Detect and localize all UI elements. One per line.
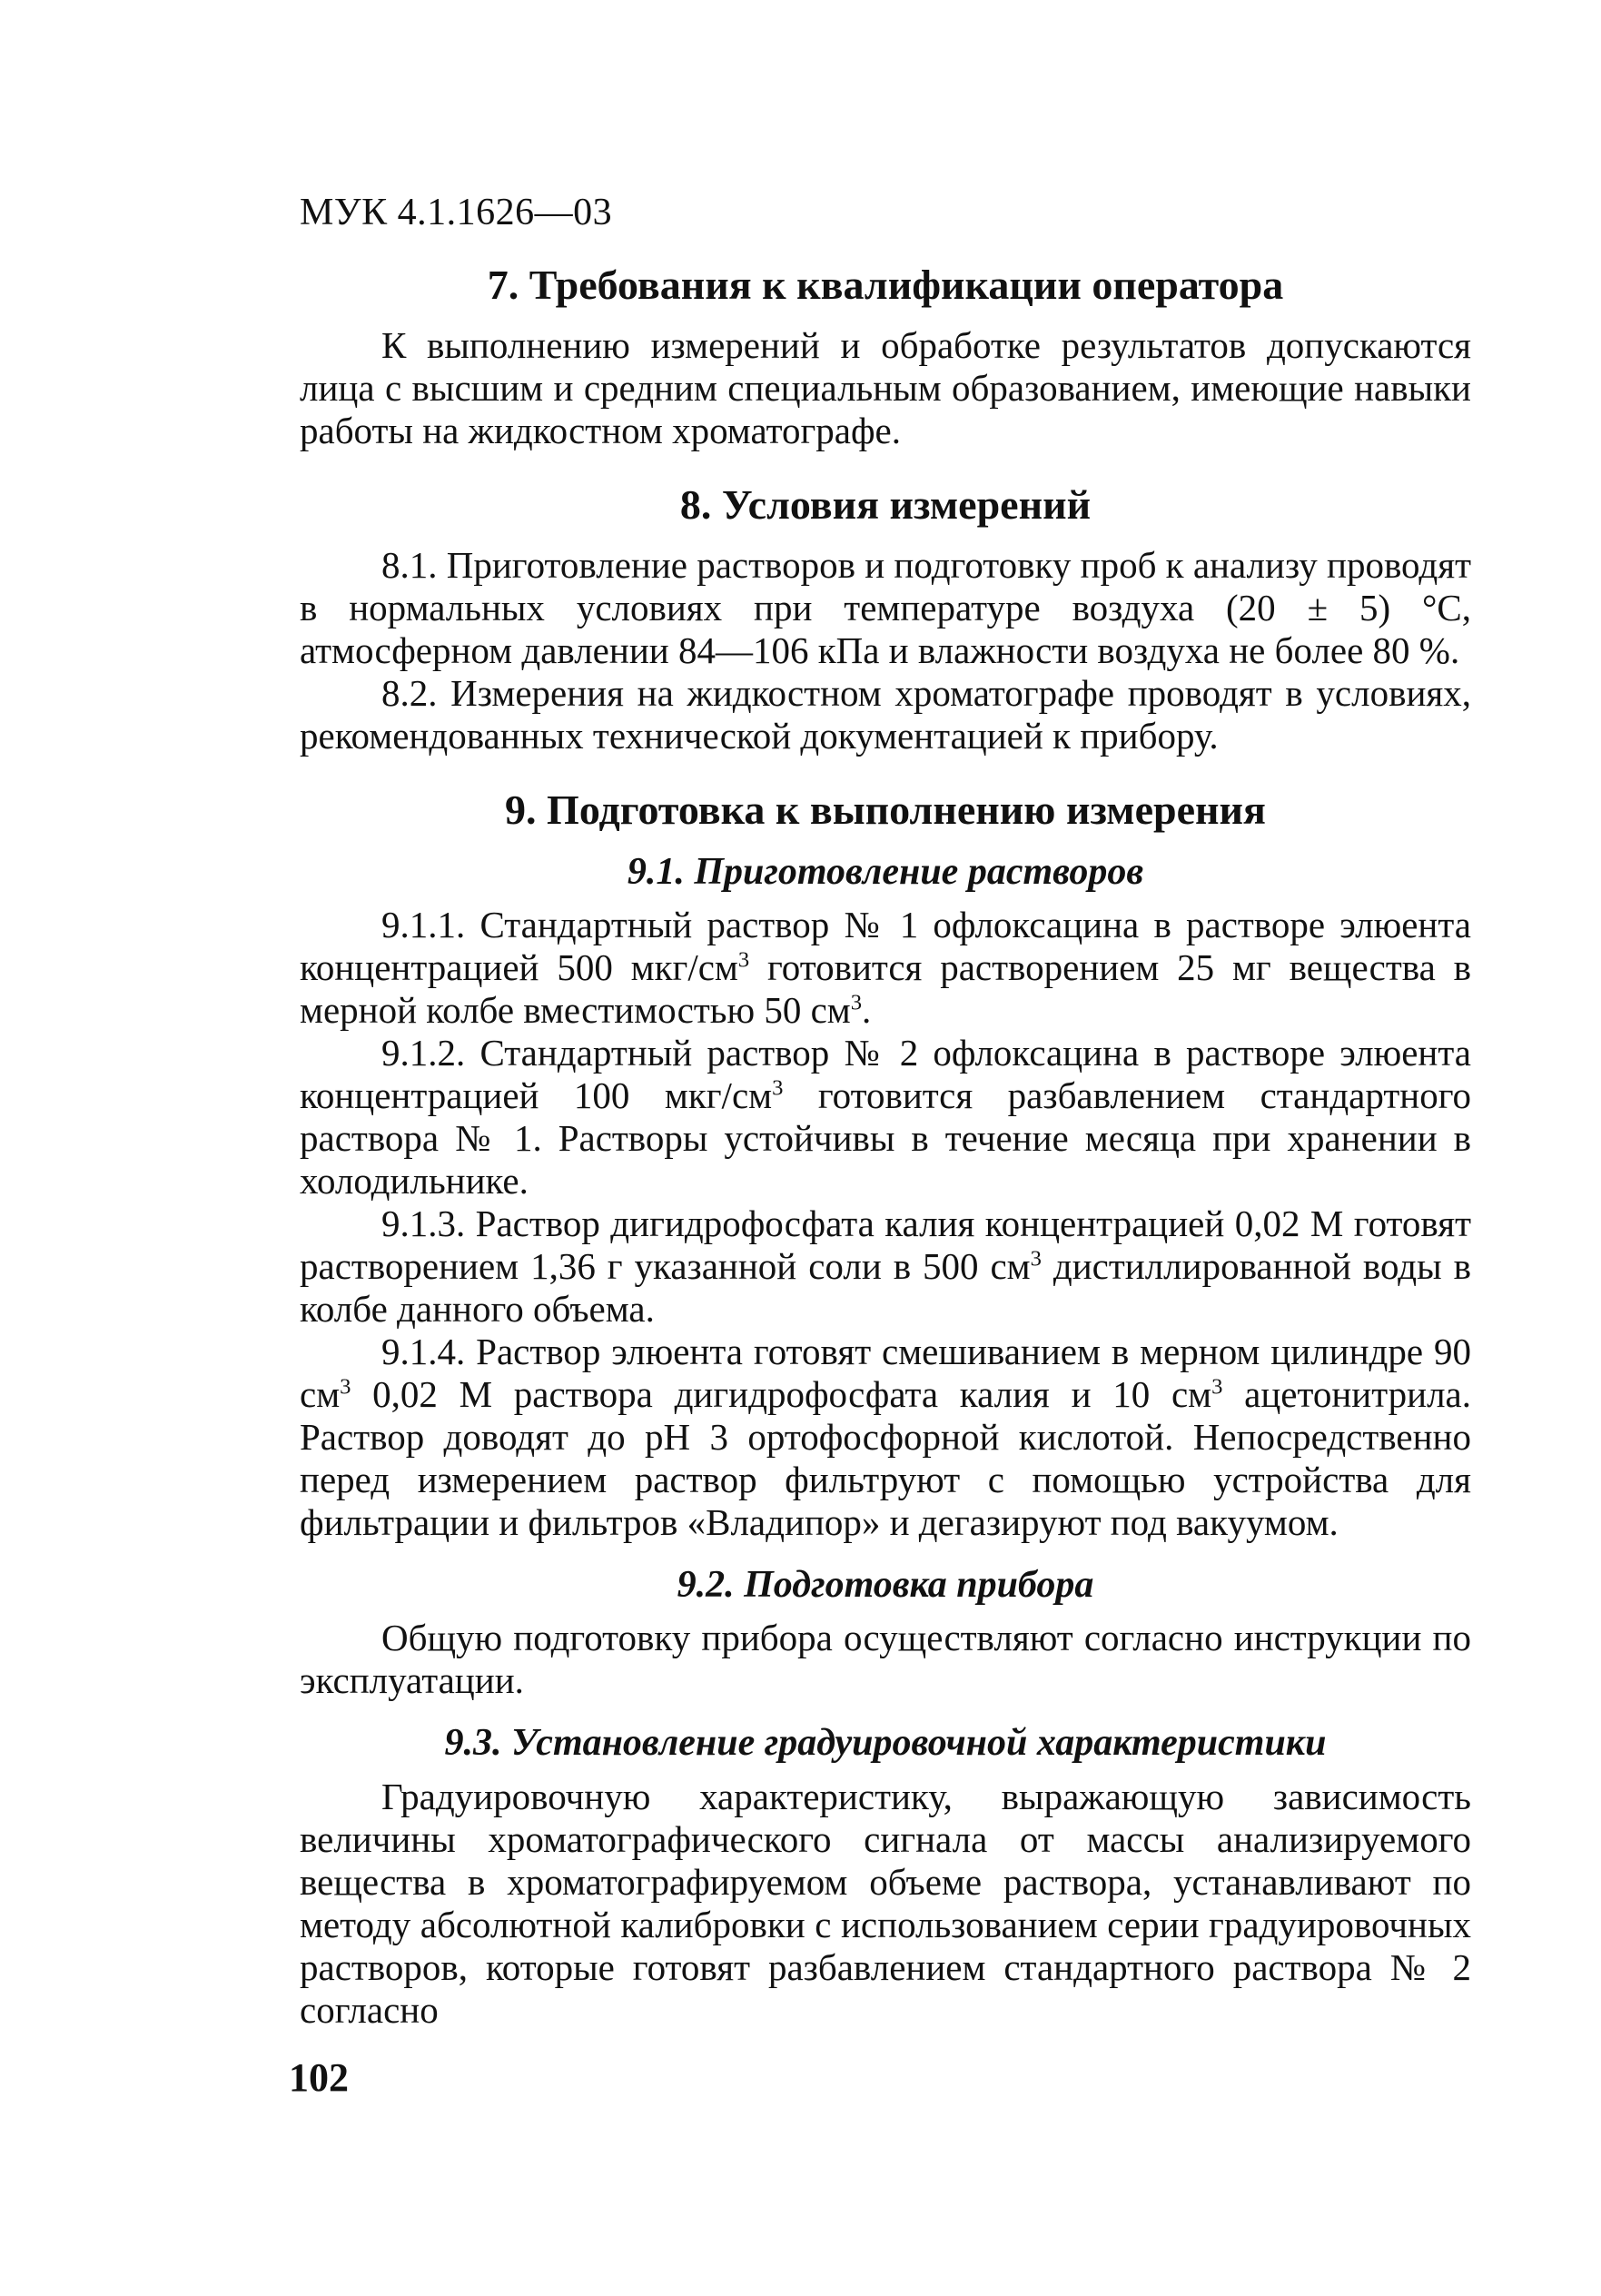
subsection-9-1-title: 9.1. Приготовление растворов <box>627 850 1144 893</box>
paragraph-9-1-2: 9.1.2. Стандартный раствор № 2 офлоксацина в растворе элюента концентрацией 100 мкг/$см^3$ готовится разбавлением стандартного раствора № 1. Растворы устойчивы в течение месяца при хранении в холодильнике. <box>300 1032 1471 1202</box>
section-7-paragraph: К выполнению измерений и обработке результатов допускаются лица с высшим и средним специальным образованием, имеющие навыки работы на жидкостном хроматографе. <box>300 323 1471 451</box>
paragraph-9-1-1: 9.1.1. Стандартный раствор № 1 офлоксацина в растворе элюента концентрацией 500 мкг/$см^3$ готовится растворением 25 мг вещества в мерной колбе вместимостью 50 $см^3$. <box>300 904 1471 1032</box>
paragraph-9-1-3: 9.1.3. Раствор дигидрофосфата калия концентрацией 0,02 М готовят растворением 1,36 г указанной соли в 500 $см^3$ дистиллированной воды в колбе данного объема. <box>300 1202 1471 1331</box>
section-9-title: 9. Подготовка к выполнению измерения <box>505 786 1266 833</box>
paragraph-9-1-4: 9.1.4. Раствор элюента готовят смешиванием в мерном цилиндре 90 $см^3$ 0,02 М раствора дигидрофосфата калия и 10 $см^3$ ацетонитрила. Раствор доводят до рН 3 ортофосфорной кислотой. Непосредственно перед измерением раствор фильтруют с помощью устройства для фильтрации и фильтров «Владипор» и дегазируют под вакуумом. <box>300 1331 1471 1544</box>
subsection-9-2-title: 9.2. Подготовка прибора <box>677 1564 1094 1607</box>
section-8-title: 8. Условия измерений <box>679 480 1092 528</box>
page-number: 102 <box>289 2055 349 2100</box>
paragraph-8-1: 8.1. Приготовление растворов и подготовку проб к анализу проводят в нормальных условиях при температуре воздуха (20 ± 5) °С, атмосферном давлении 84—106 кПа и влажности воздуха не более 80 %. <box>300 543 1472 671</box>
paragraph-9-3: Градуировочную характеристику, выражающую зависимость величины хроматографического сигнала от массы анализируемого вещества в хроматографируемом объеме раствора, устанавливают по методу абсолютной калибровки с использованием серии градуировочных растворов, которые готовят разбавлением стандартного раствора № 2 согласно <box>300 1775 1471 2031</box>
paragraph-8-2: 8.2. Измерения на жидкостном хроматографе проводят в условиях, рекомендованных технической документацией к прибору. <box>300 671 1471 757</box>
subsection-9-3-title: 9.3. Установление градуировочной характеристики <box>444 1722 1327 1765</box>
running-head: МУК 4.1.1626—03 <box>300 192 613 233</box>
paragraph-9-2: Общую подготовку прибора осуществляют согласно инструкции по эксплуатации. <box>300 1617 1471 1702</box>
section-7-title: 7. Требования к квалификации оператора <box>487 262 1284 308</box>
page-content <box>300 191 1471 2032</box>
